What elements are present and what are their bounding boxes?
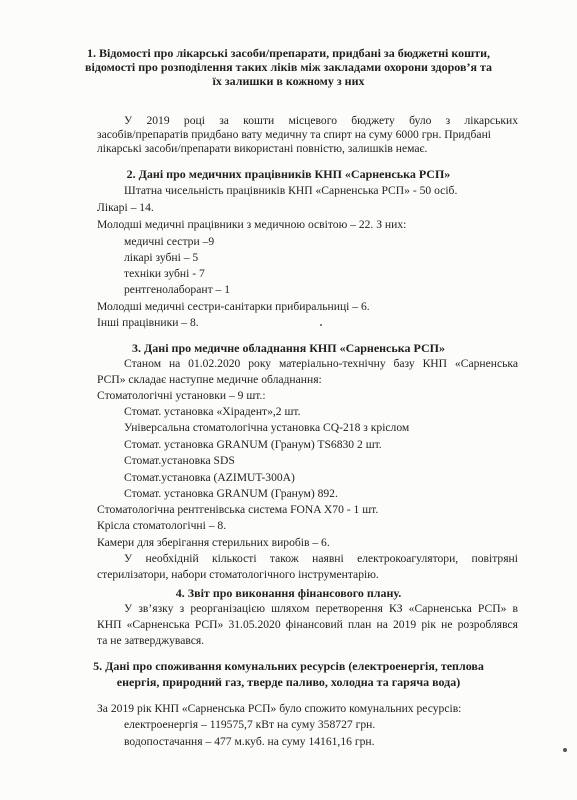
section-3-heading: 3. Дані про медичне обладнання КНП «Сарненська РСП» bbox=[132, 341, 445, 355]
section-4-paragraph-line-2: КНП «Сарненська РСП» 31.05.2020 фінансовий план на 2019 рік не розроблявся bbox=[97, 618, 518, 631]
equipment-item: Стомат. установка GRANUM (Гранум) TS6830 2 шт. bbox=[124, 438, 382, 451]
section-1-heading-line-2: відомості про розподілення таких ліків між закладами охорони здоров’я та bbox=[85, 60, 492, 74]
dentists-count: лікарі зубні – 5 bbox=[124, 251, 199, 264]
equipment-item: Стомат.установка (AZIMUT-300A) bbox=[124, 471, 295, 484]
x-ray-system: Стоматологічна рентгенівська система FONA X70 - 1 шт. bbox=[97, 503, 379, 516]
utilities-intro: За 2019 рік КНП «Сарненська РСП» було спожито комунальних ресурсів: bbox=[97, 702, 462, 715]
sterile-storage-chambers: Камери для зберігання стерильних виробів – 6. bbox=[97, 536, 330, 549]
x-ray-technician-count: рентгенолаборант – 1 bbox=[124, 283, 231, 296]
dental-technicians-count: техніки зубні - 7 bbox=[124, 267, 205, 280]
water-consumption: водопостачання – 477 м.куб. на суму 14161,16 грн. bbox=[124, 735, 375, 748]
junior-medical-staff: Молодші медичні працівники з медичною освітою – 22. З них: bbox=[97, 218, 407, 231]
dental-units-total: Стоматологічні установки – 9 шт.: bbox=[97, 389, 266, 402]
section-1-heading-line-3: їх залишки в кожному з них bbox=[212, 74, 365, 88]
doctors-count: Лікарі – 14. bbox=[97, 201, 154, 214]
section-1-paragraph-line-2: засобів/препаратів придбано вату медичну та спирт на суму 6000 грн. Придбані bbox=[97, 128, 491, 141]
section-1-heading-line-1: 1. Відомості про лікарські засоби/препарати, придбані за бюджетні кошти, bbox=[86, 46, 491, 60]
equipment-item: Стомат.установка SDS bbox=[124, 454, 235, 467]
section-3-intro-line-1: Станом на 01.02.2020 року матеріально-технічну базу КНП «Сарненська bbox=[124, 357, 518, 370]
electricity-consumption: електроенергія – 119575,7 кВт на суму 358727 грн. bbox=[124, 718, 376, 731]
scan-speck bbox=[320, 324, 322, 326]
scan-speck bbox=[563, 748, 567, 752]
section-5-heading-line-2: енергія, природний газ, тверде паливо, холодна та гаряча вода) bbox=[116, 675, 461, 689]
section-3-closing-line-2: стерилізатори, набори стоматологічного інструментарію. bbox=[97, 568, 379, 581]
section-1-paragraph-line-1: У 2019 році за кошти місцевого бюджету було з лікарських bbox=[124, 114, 518, 127]
section-5-heading-line-1: 5. Дані про споживання комунальних ресурсів (електроенергія, теплова bbox=[93, 659, 484, 673]
section-1-paragraph-line-3: лікарські засоби/препарати використані повністю, залишків немає. bbox=[97, 142, 428, 155]
section-4-paragraph-line-1: У зв’язку з реорганізацією шляхом перетворення КЗ «Сарненська РСП» в bbox=[124, 602, 518, 615]
equipment-item: Стомат. установка GRANUM (Гранум) 892. bbox=[124, 487, 338, 500]
equipment-item: Стомат. установка «Хірадент»,2 шт. bbox=[124, 405, 301, 418]
section-4-paragraph-line-3: та не затверджувався. bbox=[97, 634, 205, 647]
equipment-item: Універсальна стоматологічна установка CQ-218 з кріслом bbox=[124, 421, 410, 434]
section-4-heading: 4. Звіт про виконання фінансового плану. bbox=[175, 586, 402, 600]
other-staff: Інші працівники – 8. bbox=[97, 316, 199, 329]
nurses-count: медичні сестри –9 bbox=[124, 235, 215, 248]
dental-chairs: Крісла стоматологічні – 8. bbox=[97, 519, 227, 532]
staff-total: Штатна чисельність працівників КНП «Сарненська РСП» - 50 осіб. bbox=[124, 184, 458, 197]
section-2-heading: 2. Дані про медичних працівників КНП «Сарненська РСП» bbox=[126, 167, 451, 181]
junior-nurses-cleaners: Молодші медичні сестри-санітарки прибиральниці – 6. bbox=[97, 300, 370, 313]
section-3-closing-line-1: У необхідній кількості також наявні електрокоагулятори, повітряні bbox=[124, 552, 518, 565]
section-3-intro-line-2: РСП» складає наступне медичне обладнання: bbox=[97, 373, 322, 386]
